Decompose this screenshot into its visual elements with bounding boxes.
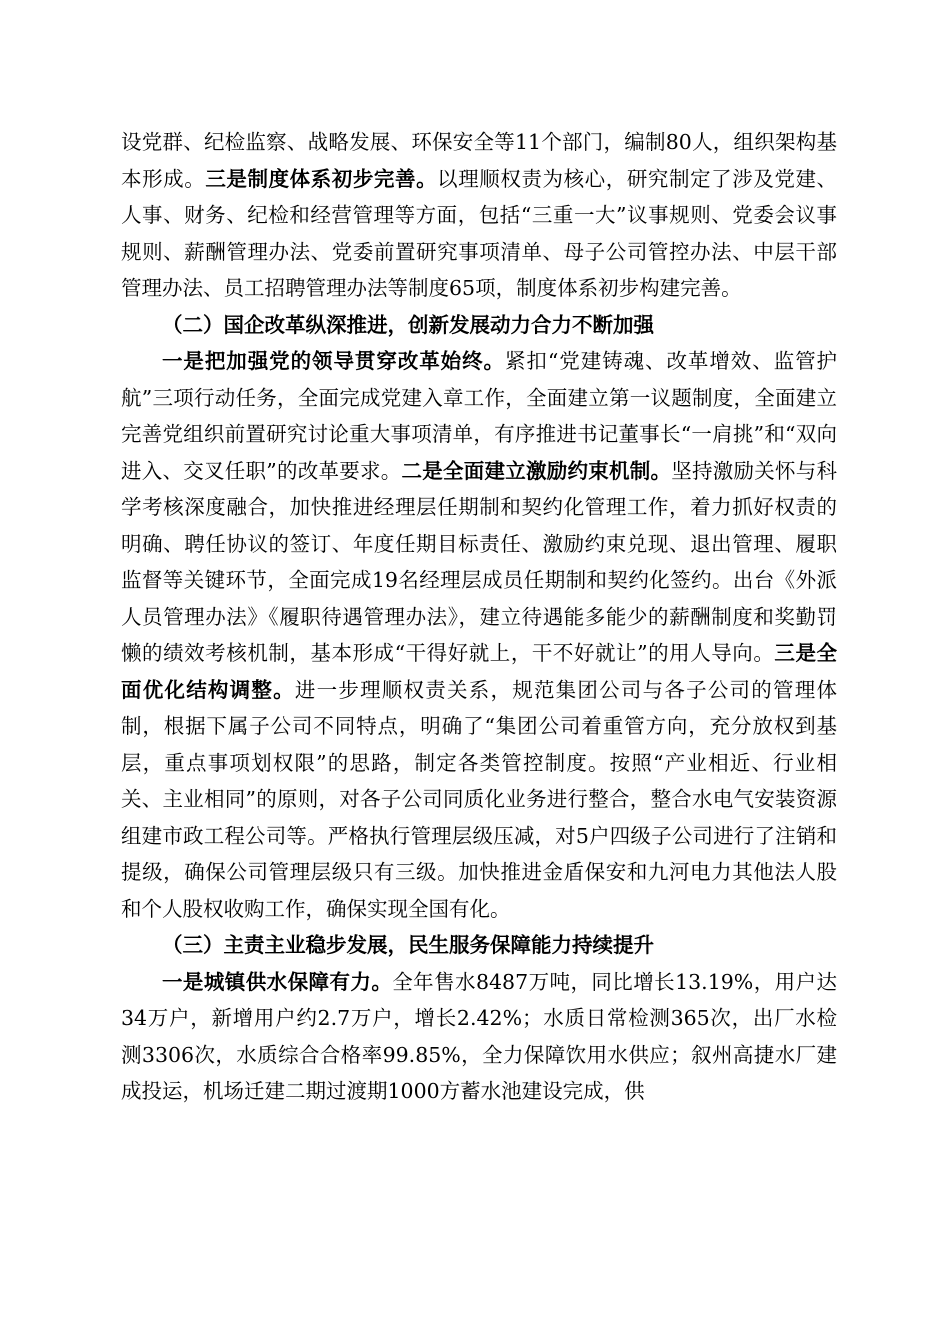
section-heading-main-business: （三）主责主业稳步发展，民生服务保障能力持续提升 <box>162 933 654 957</box>
paragraph-bold-lead: 一是城镇供水保障有力。 <box>162 969 393 994</box>
paragraph-soe-reform <box>121 343 837 927</box>
paragraph-text: 进一步理顺权责关系，规范集团公司与各子公司的管理体制，根据下属子公司不同特点，明确了“集团公司着重管方向，充分放权到基层，重点事项划权限”的思路，制定各类管控制度。按照“产业相近、行业相关、主业相同”的原则，对各子公司同质化业务进行整合，整合水电气安装资源组建市政工程公司等。严格执行管理层级压减，对5户四级子公司进行了注销和提级，确保公司管理层级只有三级。加快推进金盾保安和九河电力其他法人股和个人股权收购工作，确保实现全国有化。 <box>121 677 837 921</box>
paragraph-text: 以理顺权责为核心，研究制定了涉及党建、人事、财务、纪检和经营管理等方面，包括“三重一大”议事规则、党委会议事规则、薪酬管理办法、党委前置研究事项清单、母子公司管控办法、中层干部管理办法、员工招聘管理办法等制度65项，制度体系初步构建完善。 <box>121 166 838 300</box>
paragraph-text: 设党群、纪检监察、战略发展、环保安全等11个部门，编制80人，组织架构基本形成。 <box>121 130 837 191</box>
paragraph-bold-lead: 二是全面建立激励约束机制。 <box>401 458 672 483</box>
paragraph-bold-lead: 一是把加强党的领导贯穿改革始终。 <box>162 349 505 373</box>
paragraph-org-structure <box>121 124 837 307</box>
paragraph-text: 紧扣“党建铸魂、改革增效、监管护航”三项行动任务，全面完成党建入章工作，全面建立第一议题制度，全面建立完善党组织前置研究讨论重大事项清单，有序推进书记董事长“一肩挑”和“双向进入、交叉任职”的改革要求。 <box>121 349 838 483</box>
paragraph-text: 全年售水8487万吨，同比增长13.19%，用户达34万户，新增用户约2.7万户，增长2.42%；水质日常检测365次，出厂水检测3306次，水质综合合格率99.85%，全力保障饮用水供应；叙州高捷水厂建成投运，机场迁建二期过渡期1000方蓄水池建设完成，供 <box>121 969 837 1103</box>
paragraph-water-supply <box>121 964 837 1110</box>
paragraph-bold-lead: 三是全面优化结构调整。 <box>121 641 837 702</box>
paragraph-bold-lead: 三是制度体系初步完善。 <box>205 166 438 191</box>
paragraph-text: 坚持激励关怀与科学考核深度融合，加快推进经理层任期制和契约化管理工作，着力抓好权责的明确、聘任协议的签订、年度任期目标责任、激励约束兑现、退出管理、履职监督等关键环节，全面完成19名经理层成员任期制和契约化签约。出台《外派人员管理办法》《履职待遇管理办法》，建立待遇能多能少的薪酬制度和奖勤罚懒的绩效考核机制，基本形成“干得好就上，干不好就让”的用人导向。 <box>121 458 838 665</box>
document-page <box>121 124 837 1110</box>
section-heading-soe-reform: （二）国企改革纵深推进，创新发展动力合力不断加强 <box>162 312 654 337</box>
